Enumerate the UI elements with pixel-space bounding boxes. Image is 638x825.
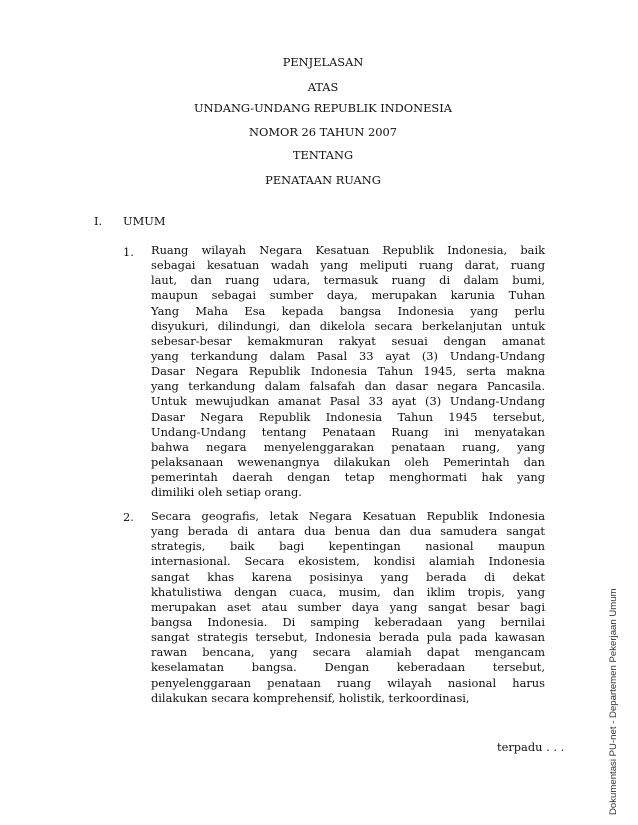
paragraph-line: laut, dan ruang udara, termasuk ruang di dalam bumi,	[151, 273, 545, 288]
paragraph-line: sangat strategis tersebut, Indonesia berada pula pada kawasan	[151, 630, 545, 645]
paragraph-line: sebesar-besar kemakmuran rakyat sesuai dengan amanat	[151, 333, 545, 348]
paragraph-line: Ruang wilayah Negara Kesatuan Republik Indonesia, baik	[151, 243, 545, 257]
item-paragraph	[151, 243, 545, 500]
section-number: I.	[94, 214, 103, 228]
sidebar-watermark: Dokumentasi PU-net - Departemen Pekerjaan Umum	[608, 588, 619, 815]
paragraph-line: Undang-Undang tentang Penataan Ruang ini menyatakan	[151, 424, 545, 439]
paragraph-line: khatulistiwa dengan cuaca, musim, dan iklim tropis, yang	[151, 584, 545, 599]
paragraph-line: merupakan aset atau sumber daya yang sangat besar bagi	[151, 599, 545, 614]
paragraph-line: penyelenggaraan penataan ruang wilayah nasional harus	[151, 675, 545, 690]
item-paragraph	[151, 509, 545, 706]
heading-penjelasan: PENJELASAN	[282, 55, 364, 69]
paragraph-line: sangat khas karena posisinya yang berada di dekat	[151, 569, 545, 584]
section-title: UMUM	[123, 214, 166, 228]
item-number: 2.	[123, 510, 134, 524]
paragraph-line: strategis, baik bagi kepentingan nasional maupun	[151, 539, 545, 554]
paragraph-line: Dasar Negara Republik Indonesia Tahun 1945 tersebut,	[151, 409, 545, 424]
paragraph-line: internasional. Secara ekosistem, kondisi alamiah Indonesia	[151, 554, 545, 569]
paragraph-line: pemerintah daerah dengan tetap menghormati hak yang	[151, 470, 545, 485]
paragraph-line: Untuk mewujudkan amanat Pasal 33 ayat (3) Undang-Undang	[151, 394, 545, 409]
paragraph-line: Yang Maha Esa kepada bangsa Indonesia yang perlu	[151, 303, 545, 318]
heading-tentang: TENTANG	[292, 148, 354, 162]
paragraph-line: bahwa negara menyelenggarakan penataan ruang, yang	[151, 439, 545, 454]
item-number: 1.	[123, 245, 134, 259]
heading-atas: ATAS	[307, 80, 339, 94]
paragraph-line: rawan bencana, yang secara alamiah dapat mengancam	[151, 645, 545, 660]
paragraph-line: yang terkandung dalam falsafah dan dasar negara Pancasila.	[151, 379, 545, 394]
paragraph-line: yang berada di antara dua benua dan dua samudera sangat	[151, 524, 545, 539]
continuation-text: terpadu . . .	[497, 740, 565, 754]
paragraph-line: sebagai kesatuan wadah yang meliputi ruang darat, ruang	[151, 258, 545, 273]
paragraph-line: yang terkandung dalam Pasal 33 ayat (3) Undang-Undang	[151, 348, 545, 363]
paragraph-line: disyukuri, dilindungi, dan dikelola secara berkelanjutan untuk	[151, 318, 545, 333]
paragraph-line: pelaksanaan wewenangnya dilakukan oleh Pemerintah dan	[151, 454, 545, 469]
paragraph-line: dimiliki oleh setiap orang.	[151, 485, 302, 500]
heading-law-title: UNDANG-UNDANG REPUBLIK INDONESIA	[194, 101, 452, 115]
heading-subject: PENATAAN RUANG	[265, 173, 381, 187]
paragraph-line: maupun sebagai sumber daya, merupakan karunia Tuhan	[151, 288, 545, 303]
paragraph-line: dilakukan secara komprehensif, holistik, terkoordinasi,	[151, 690, 470, 705]
paragraph-line: Secara geografis, letak Negara Kesatuan Republik Indonesia	[151, 509, 545, 523]
paragraph-line: bangsa Indonesia. Di samping keberadaan yang bernilai	[151, 614, 545, 629]
paragraph-line: keselamatan bangsa. Dengan keberadaan tersebut,	[151, 660, 545, 675]
paragraph-line: Dasar Negara Republik Indonesia Tahun 1945, serta makna	[151, 364, 545, 379]
heading-law-number: NOMOR 26 TAHUN 2007	[249, 125, 397, 139]
